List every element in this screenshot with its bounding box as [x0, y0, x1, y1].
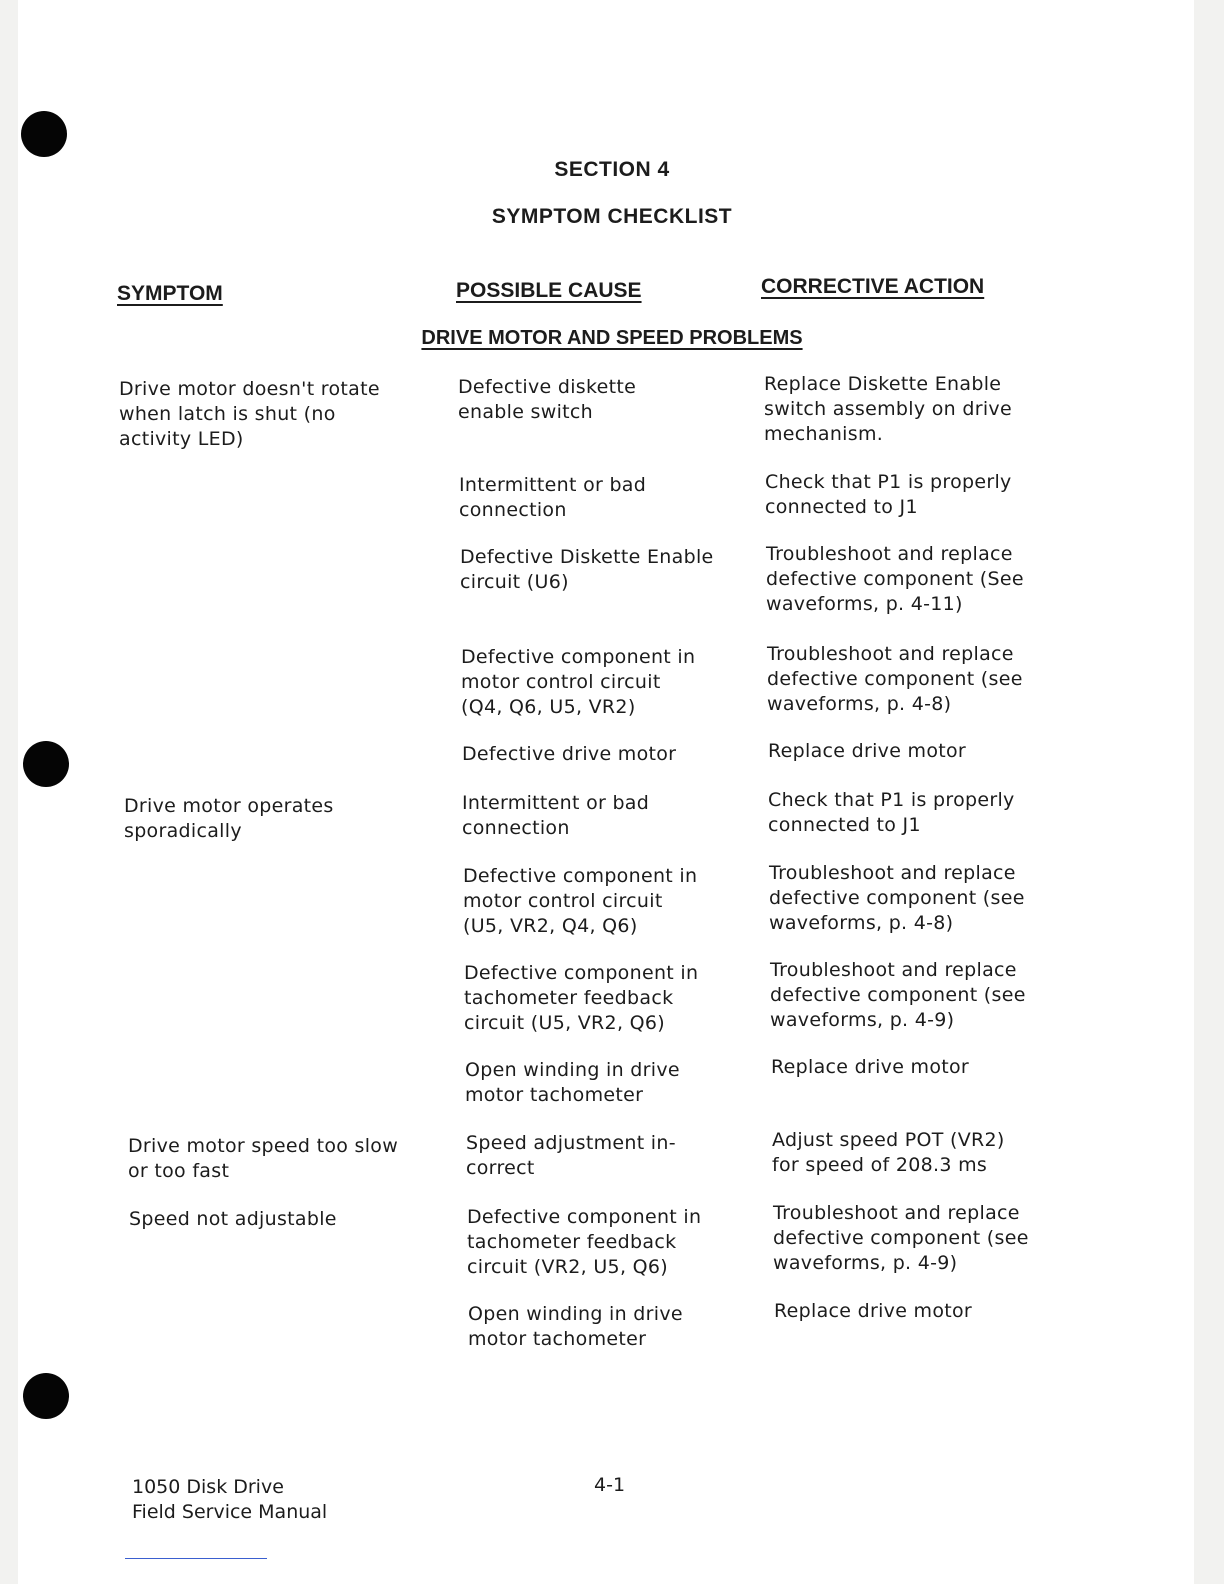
cause-cell: Open winding in drive motor tachometer — [468, 1303, 683, 1350]
symptom-cell: Drive motor operates sporadically — [124, 795, 334, 842]
cause-cell: Speed adjustment in- correct — [466, 1132, 676, 1179]
cause-cell: Defective component in motor control circuit (Q4, Q6, U5, VR2) — [461, 646, 696, 718]
action-cell: Replace drive motor — [768, 740, 967, 762]
column-header-action: CORRECTIVE ACTION — [761, 275, 985, 298]
cause-cell: Intermittent or bad connection — [459, 474, 647, 521]
cause-cell: Defective Diskette Enable circuit (U6) — [460, 546, 714, 593]
cause-cell: Intermittent or bad connection — [462, 792, 650, 839]
action-cell: Troubleshoot and replace defective component (see waveforms, p. 4-8) — [769, 862, 1025, 934]
symptom-cell: Speed not adjustable — [129, 1208, 337, 1230]
group-heading-text: DRIVE MOTOR AND SPEED PROBLEMS — [421, 327, 803, 349]
group-heading — [0, 327, 1224, 350]
symptom-cell: Drive motor speed too slow or too fast — [128, 1135, 399, 1182]
page-number: 4-1 — [594, 1474, 626, 1496]
page-title: SYMPTOM CHECKLIST — [491, 205, 733, 228]
cause-cell: Defective component in tachometer feedback circuit (VR2, U5, Q6) — [467, 1206, 702, 1278]
cause-cell: Defective drive motor — [462, 743, 677, 765]
section-number: SECTION 4 — [554, 158, 670, 181]
action-cell: Troubleshoot and replace defective component (see waveforms, p. 4-8) — [767, 643, 1023, 715]
action-cell: Troubleshoot and replace defective component (See waveforms, p. 4-11) — [766, 543, 1024, 615]
manual-title: 1050 Disk Drive Field Service Manual — [132, 1476, 328, 1523]
action-cell: Check that P1 is properly connected to J1 — [768, 789, 1015, 836]
cause-cell: Defective diskette enable switch — [458, 376, 637, 423]
binder-hole-bottom — [23, 1373, 69, 1419]
action-cell: Replace drive motor — [774, 1300, 973, 1322]
scan-mark-line — [125, 1558, 267, 1559]
action-cell: Check that P1 is properly connected to J1 — [765, 471, 1012, 518]
symptom-cell: Drive motor doesn't rotate when latch is shut (no activity LED) — [119, 378, 380, 450]
action-cell: Troubleshoot and replace defective component (see waveforms, p. 4-9) — [770, 959, 1026, 1031]
binder-hole-middle — [23, 741, 69, 787]
action-cell: Adjust speed POT (VR2) for speed of 208.3 ms — [772, 1129, 1005, 1176]
action-cell: Replace drive motor — [771, 1056, 970, 1078]
action-cell: Replace Diskette Enable switch assembly on drive mechanism. — [764, 373, 1012, 445]
action-cell: Troubleshoot and replace defective component (see waveforms, p. 4-9) — [773, 1202, 1029, 1274]
cause-cell: Defective component in motor control circuit (U5, VR2, Q4, Q6) — [463, 865, 698, 937]
binder-hole-top — [21, 111, 67, 157]
cause-cell: Open winding in drive motor tachometer — [465, 1059, 680, 1106]
cause-cell: Defective component in tachometer feedback circuit (U5, VR2, Q6) — [464, 962, 699, 1034]
column-header-symptom: SYMPTOM — [117, 282, 223, 305]
column-header-cause: POSSIBLE CAUSE — [456, 279, 642, 302]
